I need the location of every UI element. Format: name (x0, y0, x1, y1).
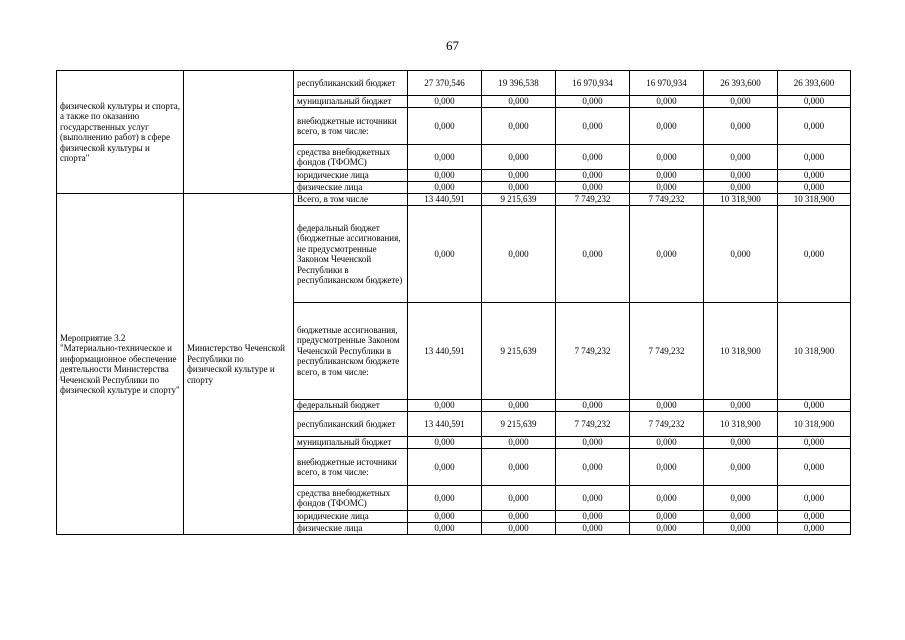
value-cell: 0,000 (482, 170, 556, 182)
value-cell: 0,000 (482, 206, 556, 303)
value-cell: 0,000 (556, 511, 630, 523)
value-cell: 0,000 (630, 206, 704, 303)
value-cell: 7 749,232 (556, 303, 630, 400)
value-cell: 19 396,538 (482, 71, 556, 96)
value-cell: 10 318,900 (778, 303, 851, 400)
value-cell: 0,000 (482, 449, 556, 486)
value-cell: 0,000 (704, 486, 778, 511)
value-cell: 0,000 (482, 400, 556, 412)
value-cell: 7 749,232 (630, 412, 704, 437)
value-cell: 10 318,900 (778, 412, 851, 437)
table-row (57, 194, 851, 206)
executor-cell: Министерство Чеченской Республики по физической культуре и спорту (184, 194, 294, 535)
value-cell: 0,000 (408, 182, 482, 194)
executor-cell (184, 71, 294, 194)
value-cell: 9 215,639 (482, 412, 556, 437)
value-cell: 0,000 (630, 108, 704, 145)
source-cell: физические лица (294, 523, 408, 535)
value-cell: 0,000 (778, 108, 851, 145)
value-cell: 0,000 (408, 523, 482, 535)
value-cell: 0,000 (408, 96, 482, 108)
value-cell: 7 749,232 (630, 303, 704, 400)
event-cell: Мероприятие 3.2 "Материально-техническое и информационное обеспечение деятельности Министерства Чеченской Республики по физической культуре и спорту" (57, 194, 184, 535)
value-cell: 0,000 (630, 437, 704, 449)
value-cell: 0,000 (778, 206, 851, 303)
value-cell: 0,000 (778, 170, 851, 182)
value-cell: 0,000 (630, 511, 704, 523)
value-cell: 0,000 (408, 449, 482, 486)
value-cell: 0,000 (704, 437, 778, 449)
value-cell: 0,000 (408, 400, 482, 412)
source-cell: средства внебюджетных фондов (ТФОМС) (294, 486, 408, 511)
value-cell: 0,000 (482, 523, 556, 535)
value-cell: 0,000 (630, 170, 704, 182)
value-cell: 0,000 (482, 511, 556, 523)
value-cell: 0,000 (556, 96, 630, 108)
value-cell: 0,000 (704, 96, 778, 108)
value-cell: 0,000 (408, 486, 482, 511)
value-cell: 0,000 (556, 486, 630, 511)
value-cell: 0,000 (482, 96, 556, 108)
source-cell: внебюджетные источники всего, в том числе: (294, 108, 408, 145)
value-cell: 0,000 (556, 523, 630, 535)
value-cell: 9 215,639 (482, 194, 556, 206)
source-cell: внебюджетные источники всего, в том числе: (294, 449, 408, 486)
value-cell: 7 749,232 (556, 194, 630, 206)
value-cell: 0,000 (630, 400, 704, 412)
value-cell: 16 970,934 (630, 71, 704, 96)
value-cell: 0,000 (482, 486, 556, 511)
value-cell: 0,000 (482, 145, 556, 170)
value-cell: 0,000 (556, 400, 630, 412)
value-cell: 0,000 (630, 96, 704, 108)
value-cell: 0,000 (778, 145, 851, 170)
value-cell: 0,000 (704, 511, 778, 523)
value-cell: 10 318,900 (778, 194, 851, 206)
value-cell: 0,000 (630, 449, 704, 486)
value-cell: 0,000 (704, 182, 778, 194)
value-cell: 0,000 (704, 170, 778, 182)
value-cell: 0,000 (778, 437, 851, 449)
value-cell: 0,000 (556, 145, 630, 170)
value-cell: 9 215,639 (482, 303, 556, 400)
value-cell: 27 370,546 (408, 71, 482, 96)
value-cell: 0,000 (556, 108, 630, 145)
source-cell: физические лица (294, 182, 408, 194)
value-cell: 0,000 (778, 523, 851, 535)
value-cell: 13 440,591 (408, 303, 482, 400)
source-cell: бюджетные ассигнования, предусмотренные Законом Чеченской Республики в республиканском бюджете всего, в том числе: (294, 303, 408, 400)
value-cell: 13 440,591 (408, 412, 482, 437)
value-cell: 0,000 (482, 182, 556, 194)
value-cell: 0,000 (704, 523, 778, 535)
source-cell: муниципальный бюджет (294, 437, 408, 449)
value-cell: 0,000 (778, 449, 851, 486)
value-cell: 0,000 (778, 96, 851, 108)
value-cell: 10 318,900 (704, 303, 778, 400)
value-cell: 0,000 (556, 170, 630, 182)
value-cell: 7 749,232 (556, 412, 630, 437)
value-cell: 0,000 (556, 449, 630, 486)
source-cell: республиканский бюджет (294, 412, 408, 437)
source-cell: федеральный бюджет (бюджетные ассигнования, не предусмотренные Законом Чеченской Республики в республиканском бюджете) (294, 206, 408, 303)
value-cell: 0,000 (704, 206, 778, 303)
source-cell: Всего, в том числе (294, 194, 408, 206)
event-cell: физической культуры и спорта, а также по оказанию государственных услуг (выполнению работ) в сфере физической культуры и спорта" (57, 71, 184, 194)
value-cell: 0,000 (408, 511, 482, 523)
value-cell: 0,000 (556, 182, 630, 194)
value-cell: 0,000 (556, 437, 630, 449)
value-cell: 0,000 (482, 108, 556, 145)
value-cell: 0,000 (630, 486, 704, 511)
value-cell: 0,000 (630, 523, 704, 535)
value-cell: 13 440,591 (408, 194, 482, 206)
value-cell: 0,000 (408, 437, 482, 449)
value-cell: 0,000 (408, 108, 482, 145)
source-cell: юридические лица (294, 170, 408, 182)
value-cell: 0,000 (778, 511, 851, 523)
value-cell: 7 749,232 (630, 194, 704, 206)
value-cell: 0,000 (630, 145, 704, 170)
value-cell: 26 393,600 (704, 71, 778, 96)
value-cell: 0,000 (704, 449, 778, 486)
page-number: 67 (446, 38, 459, 53)
value-cell: 10 318,900 (704, 412, 778, 437)
budget-table (56, 70, 851, 535)
value-cell: 0,000 (408, 206, 482, 303)
value-cell: 0,000 (704, 108, 778, 145)
source-cell: федеральный бюджет (294, 400, 408, 412)
value-cell: 0,000 (556, 206, 630, 303)
value-cell: 0,000 (778, 400, 851, 412)
source-cell: муниципальный бюджет (294, 96, 408, 108)
source-cell: юридические лица (294, 511, 408, 523)
source-cell: республиканский бюджет (294, 71, 408, 96)
value-cell: 0,000 (408, 170, 482, 182)
value-cell: 0,000 (704, 400, 778, 412)
value-cell: 10 318,900 (704, 194, 778, 206)
value-cell: 0,000 (778, 486, 851, 511)
value-cell: 0,000 (778, 182, 851, 194)
table-row (57, 71, 851, 96)
value-cell: 0,000 (704, 145, 778, 170)
source-cell: средства внебюджетных фондов (ТФОМС) (294, 145, 408, 170)
value-cell: 0,000 (408, 145, 482, 170)
value-cell: 26 393,600 (778, 71, 851, 96)
value-cell: 0,000 (630, 182, 704, 194)
value-cell: 0,000 (482, 437, 556, 449)
value-cell: 16 970,934 (556, 71, 630, 96)
